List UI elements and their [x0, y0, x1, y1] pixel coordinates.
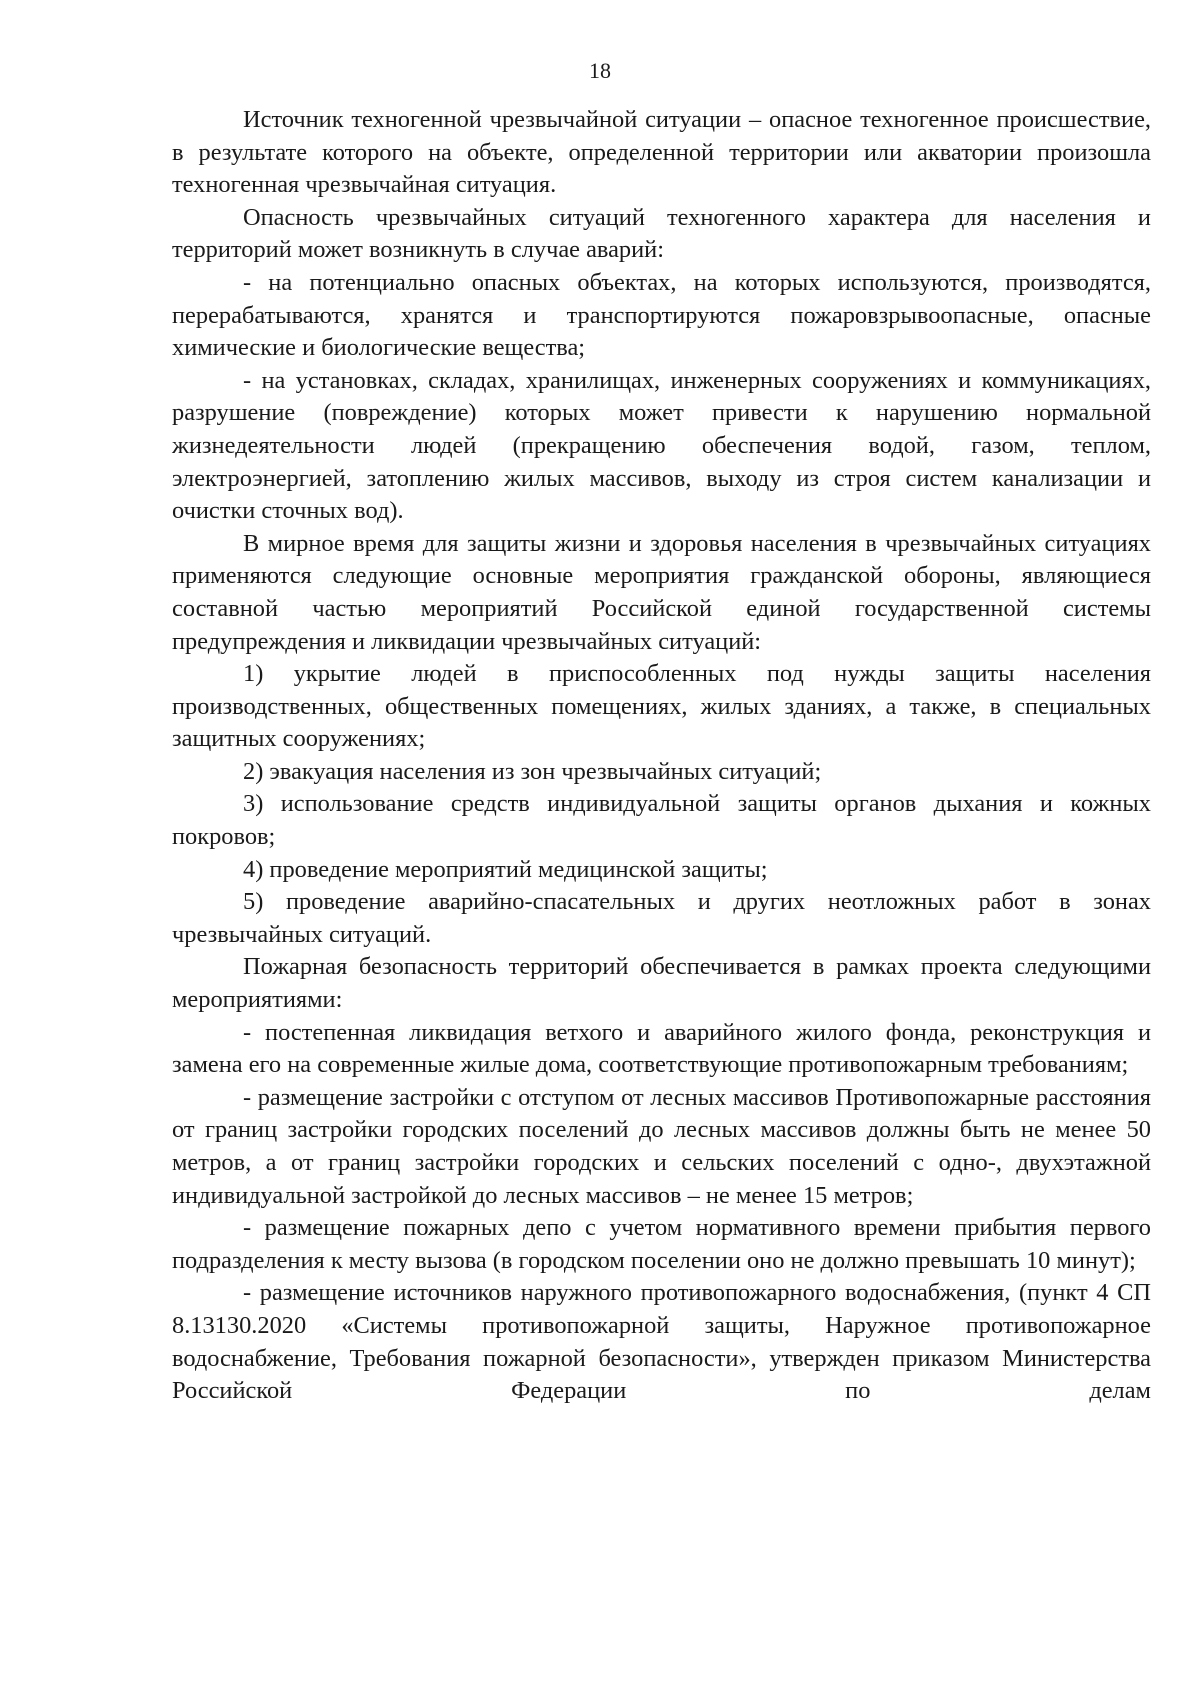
paragraph-fire-safety-intro: Пожарная безопасность территорий обеспечивается в рамках проекта следующими мероприятиями:	[172, 953, 1151, 1014]
list-item-medical-protection: 4) проведение мероприятий медицинской защиты;	[243, 855, 768, 883]
paragraph-hazard-intro: Опасность чрезвычайных ситуаций техногенного характера для населения и территорий может возникнуть в случае аварий:	[172, 203, 1151, 264]
list-item-shelter: 1) укрытие людей в приспособленных под нужды защиты населения производственных, общественных помещениях, жилых зданиях, а также, в специальных защитных сооружениях;	[172, 660, 1151, 753]
list-item-installations-utilities: - на установках, складах, хранилищах, инженерных сооружениях и коммуникациях, разрушение (повреждение) которых может привести к нарушению нормальной жизнедеятельности людей (прекращению обеспечения водой, газом, теплом, электроэнергией, затоплению жилых массивов, выходу из строя систем канализации и очистки сточных вод).	[172, 366, 1151, 525]
list-item-dilapidated-housing: - постепенная ликвидация ветхого и аварийного жилого фонда, реконструкция и замена его на современные жилые дома, соответствующие противопожарным требованиям;	[172, 1018, 1151, 1079]
list-item-protective-equipment: 3) использование средств индивидуальной защиты органов дыхания и кожных покровов;	[172, 790, 1151, 851]
list-item-forest-setback: - размещение застройки с отступом от лесных массивов Противопожарные расстояния от границ застройки городских поселений до лесных массивов должны быть не менее 50 метров, а от границ застройки городских и сельских поселений с одно-, двухэтажной индивидуальной застройкой до лесных массивов – не менее 15 метров;	[172, 1083, 1151, 1209]
page-number: 18	[589, 58, 611, 83]
list-item-hazardous-facilities: - на потенциально опасных объектах, на которых используются, производятся, перерабатываются, хранятся и транспортируются пожаровзрывоопасные, опасные химические и биологические вещества;	[172, 268, 1151, 362]
list-item-evacuation: 2) эвакуация населения из зон чрезвычайных ситуаций;	[243, 757, 822, 785]
list-item-water-supply: - размещение источников наружного противопожарного водоснабжения, (пункт 4 СП 8.13130.2020 «Системы противопожарной защиты, Наружное противопожарное водоснабжение, Требования пожарной безопасности», утвержден приказом Министерства Российской Федерации по делам	[172, 1279, 1151, 1405]
list-item-rescue-works: 5) проведение аварийно-спасательных и других неотложных работ в зонах чрезвычайных ситуаций.	[172, 888, 1151, 948]
list-item-fire-depots: - размещение пожарных депо с учетом нормативного времени прибытия первого подразделения к месту вызова (в городском поселении оно не должно превышать 10 минут);	[172, 1214, 1151, 1274]
paragraph-hazard-source-definition: Источник техногенной чрезвычайной ситуации – опасное техногенное происшествие, в результате которого на объекте, определенной территории или акватории произошла техногенная чрезвычайная ситуация.	[172, 106, 1151, 199]
document-body	[172, 104, 1151, 1408]
paragraph-civil-defense-intro: В мирное время для защиты жизни и здоровья населения в чрезвычайных ситуациях применяются следующие основные мероприятия гражданской обороны, являющиеся составной частью мероприятий Российской единой государственной системы предупреждения и ликвидации чрезвычайных ситуаций:	[172, 529, 1151, 655]
